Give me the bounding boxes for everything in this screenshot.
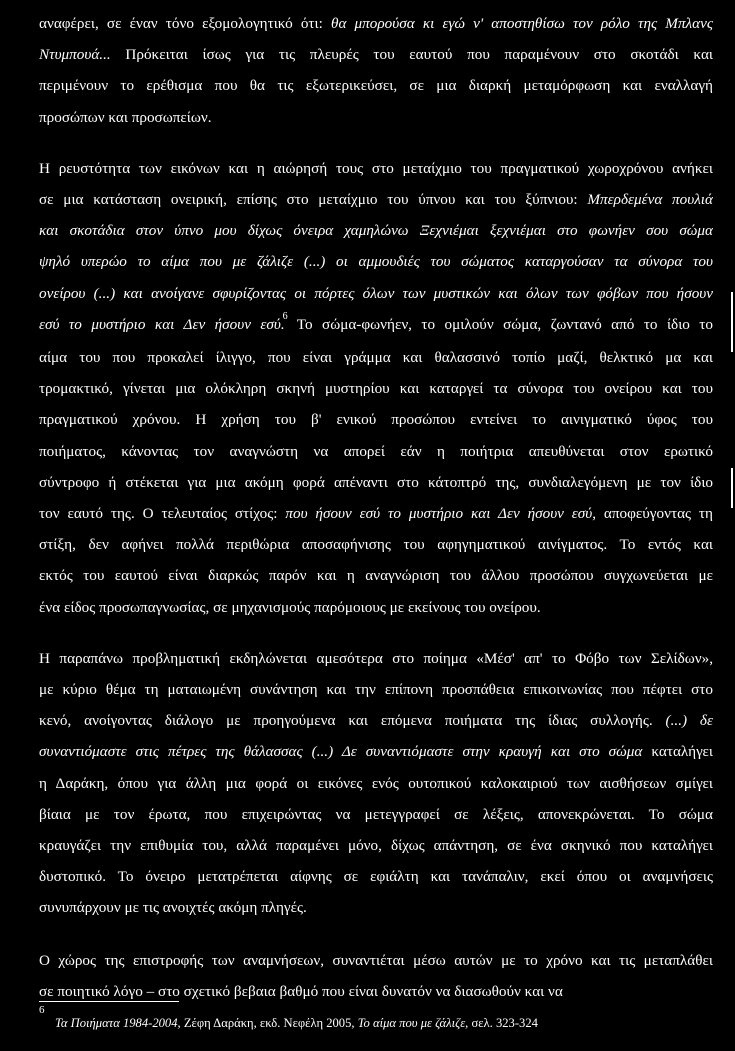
text-run: η Δαράκη, όπου για άλλη μια φορά οι εικόνες ενός ουτοπικού καλοκαιριού των αισθήσεων σμίγει [39, 774, 713, 792]
text-line [39, 736, 713, 767]
text-line [39, 892, 713, 923]
footnote-text [55, 1016, 538, 1031]
scan-edge-mark [731, 292, 733, 352]
text-line [39, 830, 713, 861]
text-line [39, 373, 713, 404]
text-run: κενό, ανοίγοντας διάλογο με προηγούμενα και επόμενα ποιήματα της ίδιας συλλογής. [39, 712, 666, 730]
text-run: Το σώμα-φωνήεν, το ομιλούν σώμα, ζωντανό από το ίδιο το [287, 315, 713, 333]
text-line [39, 342, 713, 373]
text-line [39, 404, 713, 435]
text-line [39, 945, 713, 976]
text-line [39, 643, 713, 674]
footnote-run: Ζέφη Δαράκη, εκδ. Νεφέλη 2005, [180, 1016, 358, 1030]
text-run: σε ποιητικό λόγο – στο σχετικό βεβαια βαθμό που είναι δυνατόν να διασωθούν και να [39, 982, 563, 1000]
document-body [39, 8, 713, 1007]
text-run: σύντροφο ή στέκεται για μια ακόμη φορά απέναντι στο κάτοπτρό της, συνδιαλεγόμενη με τον ίδιο [39, 473, 713, 491]
footnote-reference[interactable]: 6 [282, 310, 288, 322]
text-run: βίαια με τον έρωτα, που επιχειρώντας να μετεγγραφεί σε λέξεις, απονεκρώνεται. Το σώμα [39, 805, 713, 823]
text-line [39, 184, 713, 215]
italic-quote: που ήσουν εσύ το μυστήριο και Δεν ήσουν εσύ [285, 505, 593, 523]
text-run: κραυγάζει την επιθυμία του, αλλά παραμένει μόνο, δίχως απάντηση, σε ένα σκηνικό που καταλήγει [39, 837, 713, 855]
footnote-number: 6 [39, 1004, 45, 1016]
text-line [39, 153, 713, 184]
footnote-title: Τα Ποιήματα 1984-2004, [55, 1016, 181, 1030]
text-run: συνυπάρχουν με τις ανοιχτές ακόμη πληγές. [39, 899, 307, 917]
text-line [39, 674, 713, 705]
text-run: Η ρευστότητα των εικόνων και η αιώρησή τους στο μεταίχμιο του πραγματικού χωροχρόνου ανήκει [39, 159, 713, 177]
text-run: Πρόκειται ίσως για τις πλευρές του εαυτού που παραμένουν στο σκοτάδι και [110, 46, 713, 64]
italic-quote: Ντυμπουά... [39, 46, 111, 64]
text-run: σε μια κατάσταση ονειρική, επίσης στο μεταίχμιο του ύπνου και του ξύπνιου: [39, 191, 588, 209]
text-line [39, 705, 713, 736]
scan-edge-mark [731, 468, 733, 508]
text-run: τρομακτικό, γίνεται μια ολόκληρη σκηνή μυστηρίου και καταργεί τα σύνορα του ονείρου και του [39, 380, 713, 398]
footnote-separator [39, 1001, 179, 1002]
text-line [39, 278, 713, 309]
text-run: Η παραπάνω προβληματική εκδηλώνεται αμεσότερα στο ποίημα «Μέσ' απ' το Φόβο των Σελίδων», [39, 649, 713, 667]
text-run: ποιήματος, κάνοντας τον αναγνώστη να απορεί εάν η ποιήτρια απευθύνεται στον ερωτικό [39, 442, 713, 460]
italic-quote: (...) δε [665, 712, 713, 730]
text-line [39, 102, 713, 133]
text-run: στίξη, δεν αφήνει πολλά περιθώρια αποσαφήνισης του αφηγηματικού αινίγματος. Το εντός και [39, 536, 713, 554]
text-run: ένα είδος προσωπαγνωσίας, σε μηχανισμούς παρόμοιους με εκείνους του ονείρου. [39, 598, 541, 616]
text-run: , αποφεύγοντας τη [592, 505, 713, 523]
text-run: τον εαυτό της. Ο τελευταίος στίχος: [39, 505, 286, 523]
text-line [39, 246, 713, 277]
italic-quote: Μπερδεμένα πουλιά [587, 191, 713, 209]
italic-quote: ψηλό υπερώο το αίμα που με ζάλιζε (...) οι αμμουδιές του σώματος καταργούσαν τα σύνορα του [39, 253, 713, 271]
italic-quote: συναντιόμαστε στις πέτρες της θάλασσας (...) Δε συναντιόμαστε στην κραυγή και στο σώμα [39, 743, 643, 761]
text-run: αναφέρει, σε έναν τόνο εξομολογητικό ότι: [39, 15, 331, 32]
text-run: αίμα του που προκαλεί ίλιγγο, που είναι γράμμα και θαλασσινό τοπίο μαζί, θελκτικό μα και [39, 349, 713, 367]
italic-quote: και σκοτάδια στον ύπνο μου δίχως όνειρα χαμηλώνω Ξεχνιέμαι ξεχνιέμαι στο φωνήεν σου σώμα [39, 222, 713, 240]
text-line [39, 976, 713, 1007]
footnote-run: σελ. 323-324 [468, 1016, 538, 1030]
text-line [39, 436, 713, 467]
text-line [39, 215, 713, 246]
text-run: Ο χώρος της επιστροφής των αναμνήσεων, συναντιέται μέσω αυτών με το χρόνο και τις μεταπλάθει [39, 951, 713, 969]
text-run: πραγματικού χρόνου. Η χρήση του β' ενικού προσώπου εντείνει το αινιγματικό ύφος του [39, 411, 713, 429]
text-run: καταλήγει [642, 743, 713, 761]
paragraph [39, 8, 713, 133]
paragraph [39, 643, 713, 924]
paragraph [39, 945, 713, 1007]
italic-quote: ονείρου (...) και ανοίγανε σφυρίζοντας οι πόρτες όλων των μυστικών και όλων των φόβων που ήσουν [39, 284, 713, 302]
text-line [39, 592, 713, 623]
text-line [39, 560, 713, 591]
text-line [39, 861, 713, 892]
text-line [39, 70, 713, 101]
paragraph [39, 153, 713, 623]
text-run: δυστοπικό. Το όνειρο μετατρέπεται αίφνης σε εφιάλτη και τανάπαλιν, εκεί όπου οι αναμνήσεις [39, 868, 713, 886]
text-line [39, 8, 713, 39]
italic-quote: εσύ το μυστήριο και Δεν ήσουν εσύ. [39, 315, 285, 333]
text-line [39, 498, 713, 529]
text-run: προσώπων και προσωπείων. [39, 108, 212, 126]
text-line [39, 39, 713, 70]
footnote-title: Το αίμα που με ζάλιζε, [357, 1016, 469, 1030]
text-line [39, 529, 713, 560]
text-line [39, 467, 713, 498]
text-line [39, 309, 713, 342]
text-line [39, 799, 713, 830]
text-run: εκτός του εαυτού είναι διαρκώς παρόν και η αναγνώριση του άλλου προσώπου συγχωνεύεται με [39, 567, 713, 585]
text-line [39, 768, 713, 799]
italic-quote: θα μπορούσα κι εγώ ν' αποστηθίσω τον ρόλο της Μπλανς [330, 15, 713, 32]
text-run: με κύριο θέμα τη ματαιωμένη συνάντηση και την επίπονη προσπάθεια επικοινωνίας που πέφτει στο [39, 681, 713, 699]
text-run: περιμένουν το ερέθισμα που θα τις εξωτερικεύσει, σε μια διαρκή μεταμόρφωση και εναλλαγή [39, 77, 713, 95]
